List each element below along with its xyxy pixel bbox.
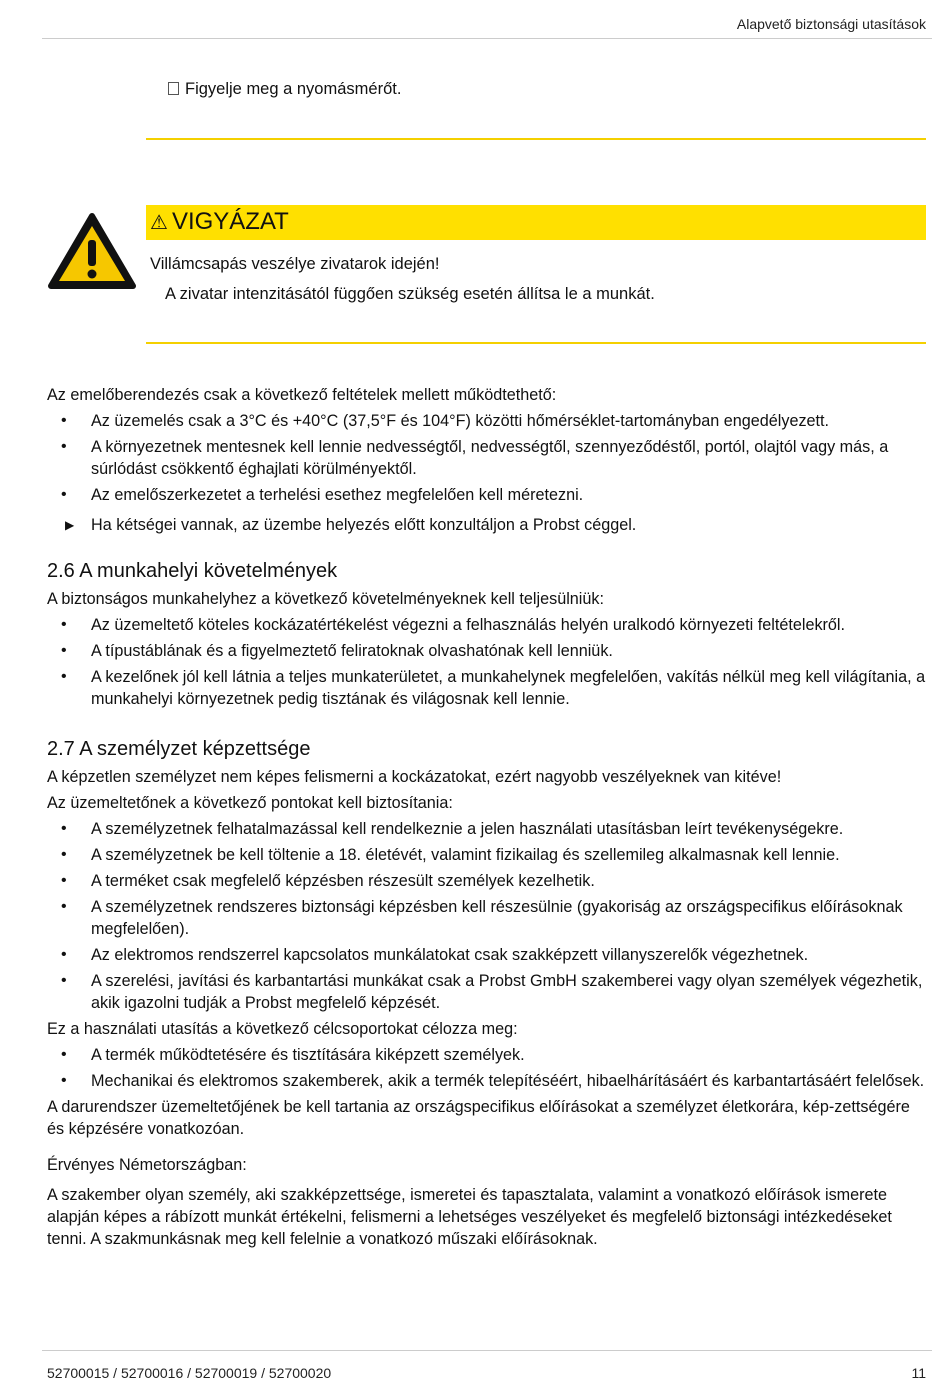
- conditions-lead: Az emelőberendezés csak a következő feltételek mellett működtethető:: [47, 386, 557, 404]
- bullet-icon: •: [61, 820, 67, 837]
- section-2-7-p3: Ez a használati utasítás a következő célcsoportokat célozza meg:: [47, 1020, 518, 1038]
- check-item-text: Figyelje meg a nyomásmérőt.: [185, 80, 402, 98]
- bullet-icon: •: [61, 668, 67, 685]
- warning-bottom-rule: [146, 342, 926, 344]
- list-item: • A személyzetnek felhatalmazással kell rendelkeznie a jelen használati utasításban leírt tevékenységekre.: [61, 820, 844, 838]
- list-item: • A terméket csak megfelelő képzésben részesült személyek kezelhetik.: [61, 872, 595, 890]
- bullet-icon: •: [61, 642, 67, 659]
- bullet-icon: •: [61, 846, 67, 863]
- bullet-icon: •: [61, 412, 67, 429]
- warning-triangle-icon: [47, 212, 137, 290]
- alert-symbol-icon: ⚠: [150, 212, 168, 234]
- list-item: • Az üzemeltető köteles kockázatértékelést végezni a felhasználás helyén uralkodó környezeti feltételekről.: [61, 616, 846, 634]
- list-item: • A szerelési, javítási és karbantartási munkákat csak a Probst GmbH szakemberei vagy olyan személyek végezhetik, akik igazolni tudják a Probst megfelelő képzését.: [61, 972, 923, 1012]
- check-item: [168, 80, 401, 99]
- list-item: • A kezelőnek jól kell látnia a teljes munkaterületet, a munkahelynek megfelelően, vakítás nélkül meg kell világítania, a munkahelyi környezetnek pedig tisztának és világosnak kell lennie.: [61, 668, 926, 708]
- main-content: [47, 384, 927, 1254]
- running-header: Alapvető biztonsági utasítások: [736, 16, 926, 32]
- bullet-icon: •: [61, 1046, 67, 1063]
- list-item: • A személyzetnek be kell töltenie a 18. életévét, valamint fizikailag és szellemileg alkalmasnak kell lennie.: [61, 846, 840, 864]
- section-2-7-p2: Az üzemeltetőnek a következő pontokat kell biztosítania:: [47, 794, 453, 812]
- section-2-6-list: [47, 614, 927, 710]
- bullet-icon: •: [61, 486, 67, 503]
- bullet-icon: •: [61, 946, 67, 963]
- bullet-icon: •: [61, 972, 67, 989]
- section-2-6-lead: A biztonságos munkahelyhez a következő követelményeknek kell teljesülniük:: [47, 590, 604, 608]
- warning-action: A zivatar intenzitásától függően szükség esetén állítsa le a munkát.: [165, 285, 655, 303]
- section-2-7-p4: A darurendszer üzemeltetőjének be kell tartania az országspecifikus előírásokat a személyzet életkorára, kép-zettségére és képzésére vonatkozóan.: [47, 1098, 910, 1138]
- conditions-action: ▶ Ha kétségei vannak, az üzembe helyezés előtt konzultáljon a Probst céggel.: [65, 516, 637, 534]
- checkbox-icon: [168, 82, 179, 95]
- list-item: • A környezetnek mentesnek kell lennie nedvességtől, nedvességtől, szennyeződéstől, portól, olajtól vagy más, a súrlódást csökkentő éghajlati körülményektől.: [61, 438, 889, 478]
- list-item: • Az elektromos rendszerrel kapcsolatos munkálatokat csak szakképzett villanyszerelők végezhetnek.: [61, 946, 809, 964]
- warning-title-text: VIGYÁZAT: [171, 208, 289, 235]
- section-title-2-6: 2.6 A munkahelyi követelmények: [47, 560, 338, 582]
- section-2-7-p1: A képzetlen személyzet nem képes felismerni a kockázatokat, ezért nagyobb veszélyeknek van kitéve!: [47, 768, 782, 786]
- list-item: • Az üzemelés csak a 3°C és +40°C (37,5°F és 104°F) közötti hőmérséklet-tartományban engedélyezett.: [61, 412, 830, 430]
- list-item: • Mechanikai és elektromos szakemberek, akik a termék telepítéséért, hibaelhárításáért és karbantartásáért felelősek.: [61, 1072, 925, 1090]
- footer-article-numbers: 52700015 / 52700016 / 52700019 / 52700020: [47, 1365, 332, 1381]
- page-number: 11: [911, 1365, 926, 1381]
- warning-subtitle: Villámcsapás veszélye zivatarok idején!: [150, 255, 440, 273]
- list-item: • A típustáblának és a figyelmeztető feliratoknak olvashatónak kell lenniük.: [61, 642, 613, 660]
- bullet-icon: •: [61, 872, 67, 889]
- section-2-7-p6: A szakember olyan személy, aki szakképzettsége, ismeretei és tapasztalata, valamint a vonatkozó előírások ismerete alapján képes a rábízott munkát értékelni, felismerni a lehetséges veszélyeket és megfelelő biztonsági intézkedéseket tenni. A szakmunkásnak meg kell felelnie a vonatkozó műszaki előírásoknak.: [47, 1186, 892, 1248]
- section-title-2-7: 2.7 A személyzet képzettsége: [47, 738, 311, 760]
- header-divider: [42, 38, 932, 39]
- bullet-icon: •: [61, 616, 67, 633]
- section-2-7-p5: Érvényes Németországban:: [47, 1156, 247, 1174]
- warning-title: [150, 208, 289, 236]
- section-2-7-list: [47, 818, 927, 1014]
- arrow-right-icon: ▶: [65, 518, 75, 532]
- bullet-icon: •: [61, 898, 67, 915]
- bullet-icon: •: [61, 1072, 67, 1089]
- list-item: • A termék működtetésére és tisztítására kiképzett személyek.: [61, 1046, 525, 1064]
- conditions-list: [47, 410, 927, 506]
- list-item: • Az emelőszerkezetet a terhelési esethez megfelelően kell méretezni.: [61, 486, 584, 504]
- target-groups-list: [47, 1044, 927, 1092]
- list-item: • A személyzetnek rendszeres biztonsági képzésben kell részesülnie (gyakoriság az országspecifikus előírásoknak megfelelően).: [61, 898, 903, 938]
- footer-divider: [42, 1350, 932, 1351]
- bullet-icon: •: [61, 438, 67, 455]
- warning-top-rule: [146, 138, 926, 140]
- warning-banner: [146, 205, 926, 240]
